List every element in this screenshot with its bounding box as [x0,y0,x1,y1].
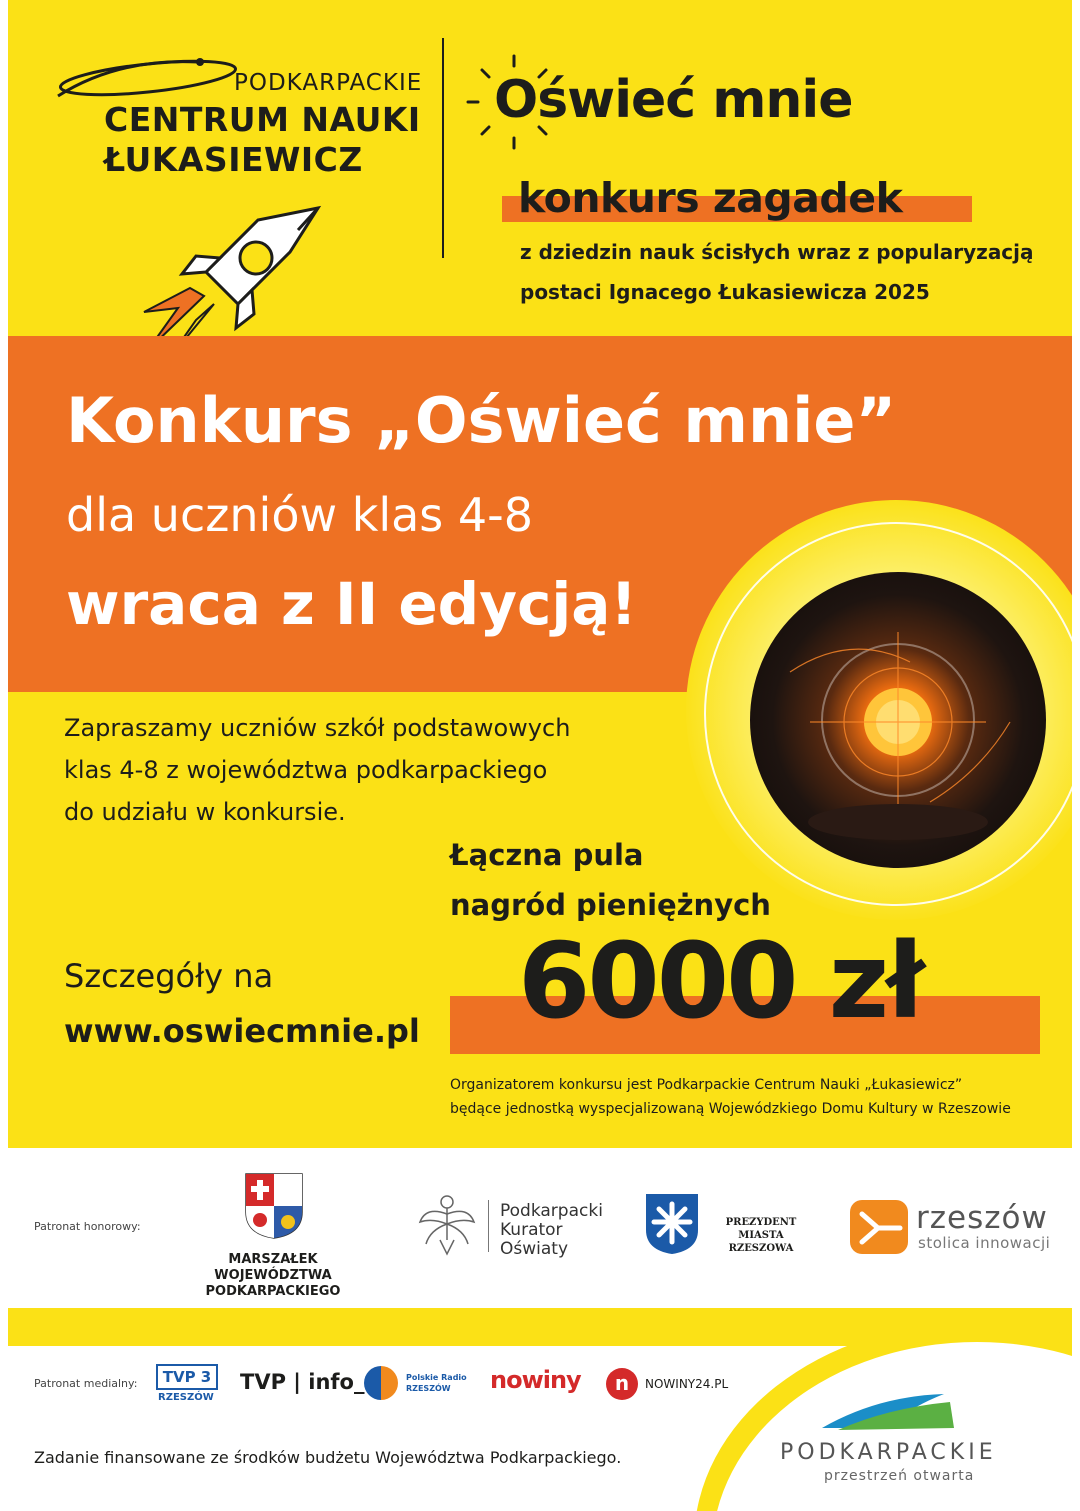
kurator-divider [488,1200,489,1252]
polskie-radio-label [406,1372,467,1394]
kurator-line-3: Oświaty [500,1239,569,1259]
crystal-ball-image [750,572,1046,868]
details-url[interactable]: www.oswiecmnie.pl [64,1012,420,1050]
logo-line-1: CENTRUM NAUKI [104,100,421,139]
polskie-radio-line-2: RZESZÓW [406,1384,451,1393]
marshal-line-1: MARSZAŁEK [228,1252,318,1267]
nowiny24-label: NOWINY24.PL [645,1377,729,1391]
contest-label: konkurs zagadek [518,174,903,222]
rzeszow-logo-tagline: stolica innowacji [918,1234,1051,1252]
region-name: PODKARPACKIE [780,1440,997,1465]
media-patrons-label: Patronat medialny: [34,1377,138,1390]
prize-amount: 6000 zł [518,920,922,1042]
polish-eagle-icon [416,1192,478,1260]
headline: Konkurs „Oświeć mnie” [66,384,897,457]
logo-top-text: PODKARPACKIE [234,70,423,96]
podkarpackie-region-logo-icon [818,1388,958,1434]
region-tagline: przestrzeń otwarta [824,1468,975,1484]
invitation-line-3: do udziału w konkursie. [64,798,346,826]
tvp3-sub: RZESZÓW [158,1392,214,1403]
invitation-line-1: Zapraszamy uczniów szkół podstawowych [64,714,571,742]
prize-label-2: nagród pieniężnych [450,888,771,922]
mayor-label [706,1216,816,1255]
prize-label-1: Łączna pula [450,838,644,872]
honorary-patrons-label: Patronat honorowy: [34,1220,141,1233]
details-label: Szczegóły na [64,957,274,995]
marshal-label [148,1252,398,1300]
mayor-line-1: PREZYDENT [725,1217,797,1228]
tvp-info-logo: TVP | info_ [240,1370,365,1394]
invitation-line-2: klas 4-8 z województwa podkarpackiego [64,756,548,784]
mayor-line-2: MIASTA RZESZOWA [728,1230,794,1254]
rzeszow-city-crest-icon [644,1192,700,1256]
voivodeship-coat-of-arms-icon [244,1172,304,1240]
edition: wraca z II edycją! [66,570,637,638]
contest-subtitle-2: postaci Ignacego Łukasiewicza 2025 [520,280,930,304]
kurator-line-2: Kurator [500,1220,563,1240]
rzeszow-logo-icon [848,1198,910,1256]
header-divider [442,38,444,258]
polskie-radio-line-1: Polskie Radio [406,1373,467,1382]
organizer-line-1: Organizatorem konkursu jest Podkarpackie Centrum Nauki „Łukasiewicz” [450,1077,963,1093]
logo-line-2: ŁUKASIEWICZ [104,140,363,179]
polskie-radio-icon [364,1366,398,1400]
tvp3-logo: TVP 3 [156,1364,218,1390]
nowiny-logo: nowiny [490,1366,581,1394]
kurator-line-1: Podkarpacki [500,1201,603,1221]
funding-note: Zadanie finansowane ze środków budżetu Województwa Podkarpackiego. [34,1448,622,1467]
rzeszow-logo-name: rzeszów [916,1200,1048,1236]
contest-subtitle-1: z dziedzin nauk ścisłych wraz z popularyzacją [520,240,1034,264]
kurator-label [500,1202,603,1259]
poster [8,0,1072,1511]
organizer-line-2: będące jednostką wyspecjalizowaną Wojewódzkiego Domu Kultury w Rzeszowie [450,1101,1011,1117]
marshal-line-2: WOJEWÓDZTWA PODKARPACKIEGO [205,1268,341,1299]
brand-title: Oświeć mnie [494,70,853,130]
audience: dla uczniów klas 4-8 [66,488,534,542]
nowiny24-icon: n [606,1368,638,1400]
